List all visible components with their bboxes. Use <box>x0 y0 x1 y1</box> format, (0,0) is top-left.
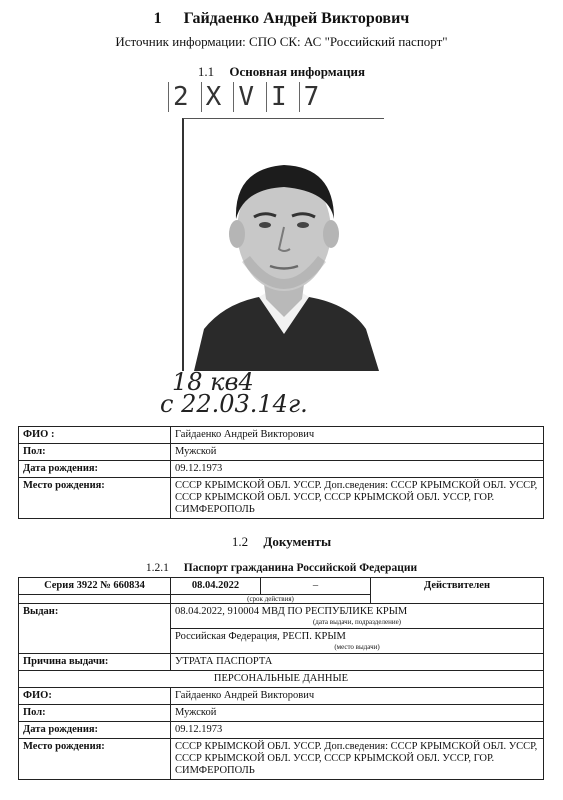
passport-table <box>18 577 544 780</box>
passport-heading <box>0 562 563 574</box>
info-label: Место рождения: <box>19 478 171 519</box>
section-docs-title: Документы <box>263 534 332 549</box>
personal-value: 09.12.1973 <box>171 722 544 739</box>
hw-char: Х <box>201 82 234 112</box>
section-main-heading <box>0 64 563 80</box>
info-value: СССР КРЫМСКОЙ ОБЛ. УССР. Доп.сведения: СССР КРЫМСКОЙ ОБЛ. УССР, СССР КРЫМСКОЙ ОБЛ. УССР, СССР КРЫМСКОЙ ОБЛ. УССР, ГОР. СИМФЕРОПОЛЬ <box>171 478 544 519</box>
table-row <box>19 578 544 595</box>
section-main-title: Основная информация <box>229 64 366 79</box>
hw-char: V <box>233 82 266 112</box>
issued-note: (дата выдачи, подразделение) <box>312 618 402 626</box>
table-row <box>19 671 544 688</box>
personal-label: Место рождения: <box>19 739 171 780</box>
info-value: Гайдаенко Андрей Викторович <box>171 427 544 444</box>
table-row <box>19 654 544 671</box>
section-docs-number: 1.2 <box>231 534 249 549</box>
reason-label: Причина выдачи: <box>19 654 171 671</box>
validity-cell <box>171 595 371 604</box>
person-name: Гайдаенко Андрей Викторович <box>183 10 410 27</box>
place-note: (место выдачи) <box>334 643 380 651</box>
empty-cell <box>19 595 171 604</box>
place-cell <box>171 629 544 654</box>
handwritten-line-1: 18 кв4 <box>172 368 254 396</box>
issued-cell <box>171 604 544 629</box>
info-label: Пол: <box>19 444 171 461</box>
personal-label: Дата рождения: <box>19 722 171 739</box>
table-row <box>19 688 544 705</box>
person-title <box>0 10 563 28</box>
table-row <box>19 444 544 461</box>
section-main-number: 1.1 <box>197 64 215 79</box>
table-row <box>19 705 544 722</box>
info-value: 09.12.1973 <box>171 461 544 478</box>
hw-char: I <box>266 82 299 112</box>
personal-data-header: ПЕРСОНАЛЬНЫЕ ДАННЫЕ <box>19 671 544 688</box>
table-row <box>19 427 544 444</box>
portrait-illustration <box>184 119 384 371</box>
passport-dash: – <box>261 578 371 595</box>
table-row <box>19 722 544 739</box>
info-value: Мужской <box>171 444 544 461</box>
personal-value: Гайдаенко Андрей Викторович <box>171 688 544 705</box>
reason-value: УТРАТА ПАСПОРТА <box>171 654 544 671</box>
passport-title: Паспорт гражданина Российской Федерации <box>183 562 418 574</box>
passport-series: Серия 3922 № 660834 <box>19 578 171 595</box>
person-number: 1 <box>153 10 162 27</box>
personal-value: Мужской <box>171 705 544 722</box>
info-label: Дата рождения: <box>19 461 171 478</box>
info-table <box>18 426 544 519</box>
handwritten-line-2: с 22.03.14г. <box>160 390 308 418</box>
personal-label: ФИО: <box>19 688 171 705</box>
passport-status: Действителен <box>371 578 544 604</box>
passport-photo <box>182 118 384 371</box>
hw-char: 7 <box>299 82 332 112</box>
personal-value: СССР КРЫМСКОЙ ОБЛ. УССР. Доп.сведения: СССР КРЫМСКОЙ ОБЛ. УССР, СССР КРЫМСКОЙ ОБЛ. УССР, СССР КРЫМСКОЙ ОБЛ. УССР, ГОР. СИМФЕРОПОЛЬ <box>171 739 544 780</box>
info-label: ФИО : <box>19 427 171 444</box>
personal-label: Пол: <box>19 705 171 722</box>
table-row <box>19 461 544 478</box>
source-line: Источник информации: СПО СК: АС "Российский паспорт" <box>115 34 448 49</box>
handwritten-top-code <box>168 82 331 112</box>
table-row <box>19 739 544 780</box>
passport-number: 1.2.1 <box>145 562 169 574</box>
validity-note: (срок действия) <box>247 595 294 603</box>
issued-label: Выдан: <box>19 604 171 654</box>
issued-value: 08.04.2022, 910004 МВД ПО РЕСПУБЛИКЕ КРЫМ <box>175 606 408 617</box>
place-value: Российская Федерация, РЕСП. КРЫМ <box>175 631 346 642</box>
section-docs-heading <box>0 534 563 550</box>
passport-date: 08.04.2022 <box>171 578 261 595</box>
table-row <box>19 478 544 519</box>
table-row <box>19 604 544 629</box>
hw-char: 2 <box>168 82 201 112</box>
